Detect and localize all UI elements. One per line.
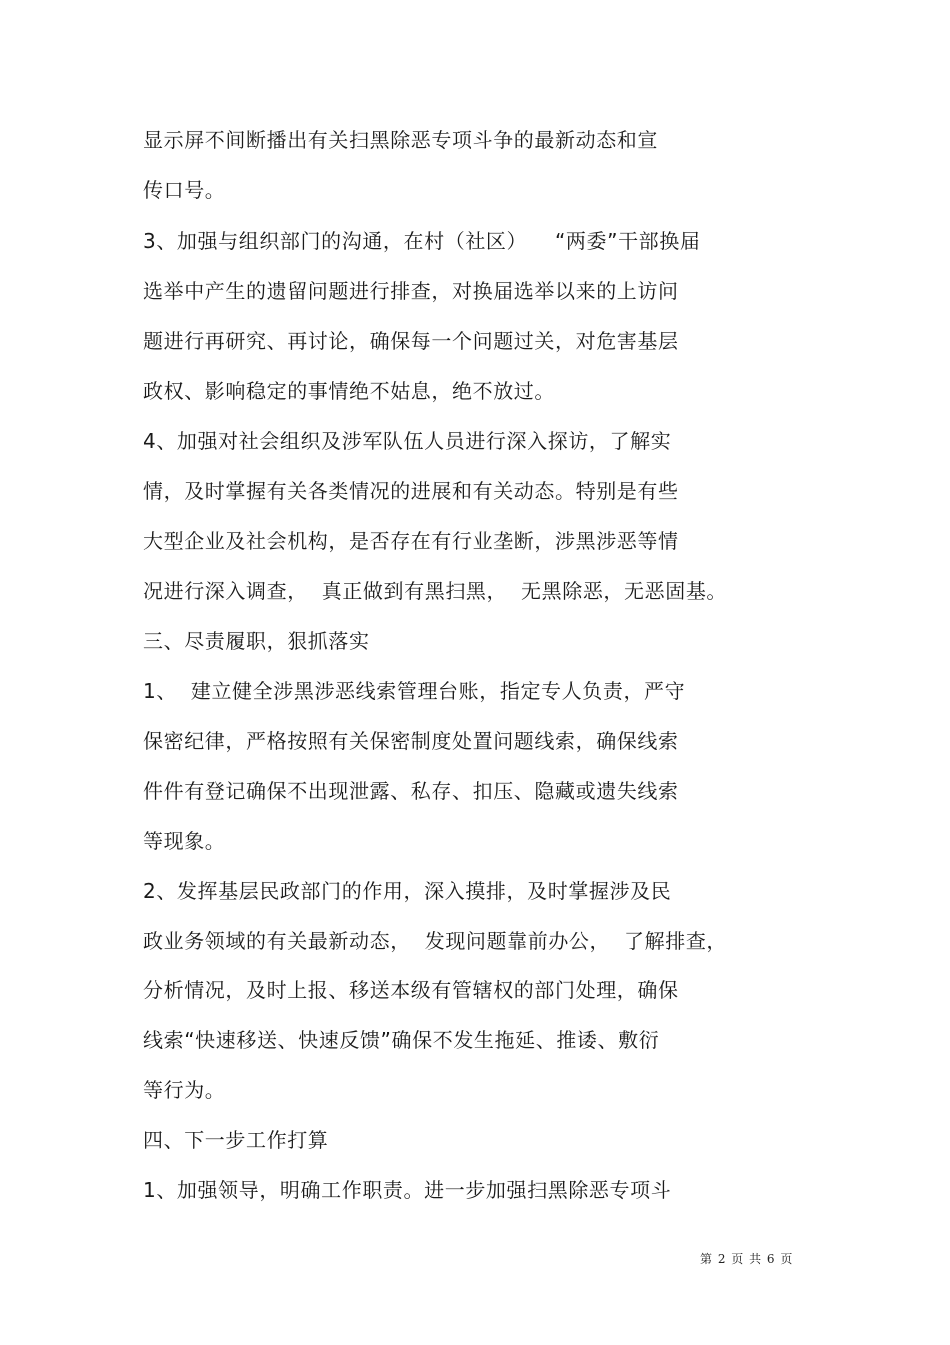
text-line: 政业务领域的有关最新动态， 发现问题靠前办公， 了解排查， [143,929,728,953]
text-line: 显示屏不间断播出有关扫黑除恶专项斗争的最新动态和宣 [143,128,658,152]
section-heading: 四、下一步工作打算 [143,1128,329,1152]
text-line: 4、加强对社会组织及涉军队伍人员进行深入探访，了解实 [143,429,672,453]
text-line: 题进行再研究、再讨论，确保每一个问题过关，对危害基层 [143,329,679,353]
text-line: 3、加强与组织部门的沟通，在村（社区） “两委”干部换届 [143,229,701,253]
text-line: 1、 建立健全涉黑涉恶线索管理台账，指定专人负责，严守 [143,679,686,703]
text-line: 传口号。 [143,178,226,202]
text-line: 等行为。 [143,1078,226,1102]
text-line: 政权、影响稳定的事情绝不姑息，绝不放过。 [143,379,555,403]
text-line: 1、加强领导，明确工作职责。进一步加强扫黑除恶专项斗 [143,1178,672,1202]
text-line: 大型企业及社会机构，是否存在有行业垄断，涉黑涉恶等情 [143,529,679,553]
section-heading: 三、尽责履职，狠抓落实 [143,629,370,653]
text-line: 分析情况，及时上报、移送本级有管辖权的部门处理，确保 [143,978,679,1002]
text-line: 2、发挥基层民政部门的作用，深入摸排，及时掌握涉及民 [143,879,672,903]
text-line: 件件有登记确保不出现泄露、私存、扣压、隐藏或遗失线索 [143,779,679,803]
page-number-footer: 第 2 页 共 6 页 [700,1252,794,1266]
text-line: 情，及时掌握有关各类情况的进展和有关动态。特别是有些 [143,479,679,503]
text-line: 保密纪律，严格按照有关保密制度处置问题线索，确保线索 [143,729,679,753]
text-line: 等现象。 [143,829,226,853]
text-line: 况进行深入调查， 真正做到有黑扫黑， 无黑除恶，无恶固基。 [143,579,728,603]
text-line: 线索“快速移送、快速反馈”确保不发生拖延、推诿、敷衍 [143,1028,660,1052]
text-line: 选举中产生的遗留问题进行排查，对换届选举以来的上访问 [143,279,679,303]
